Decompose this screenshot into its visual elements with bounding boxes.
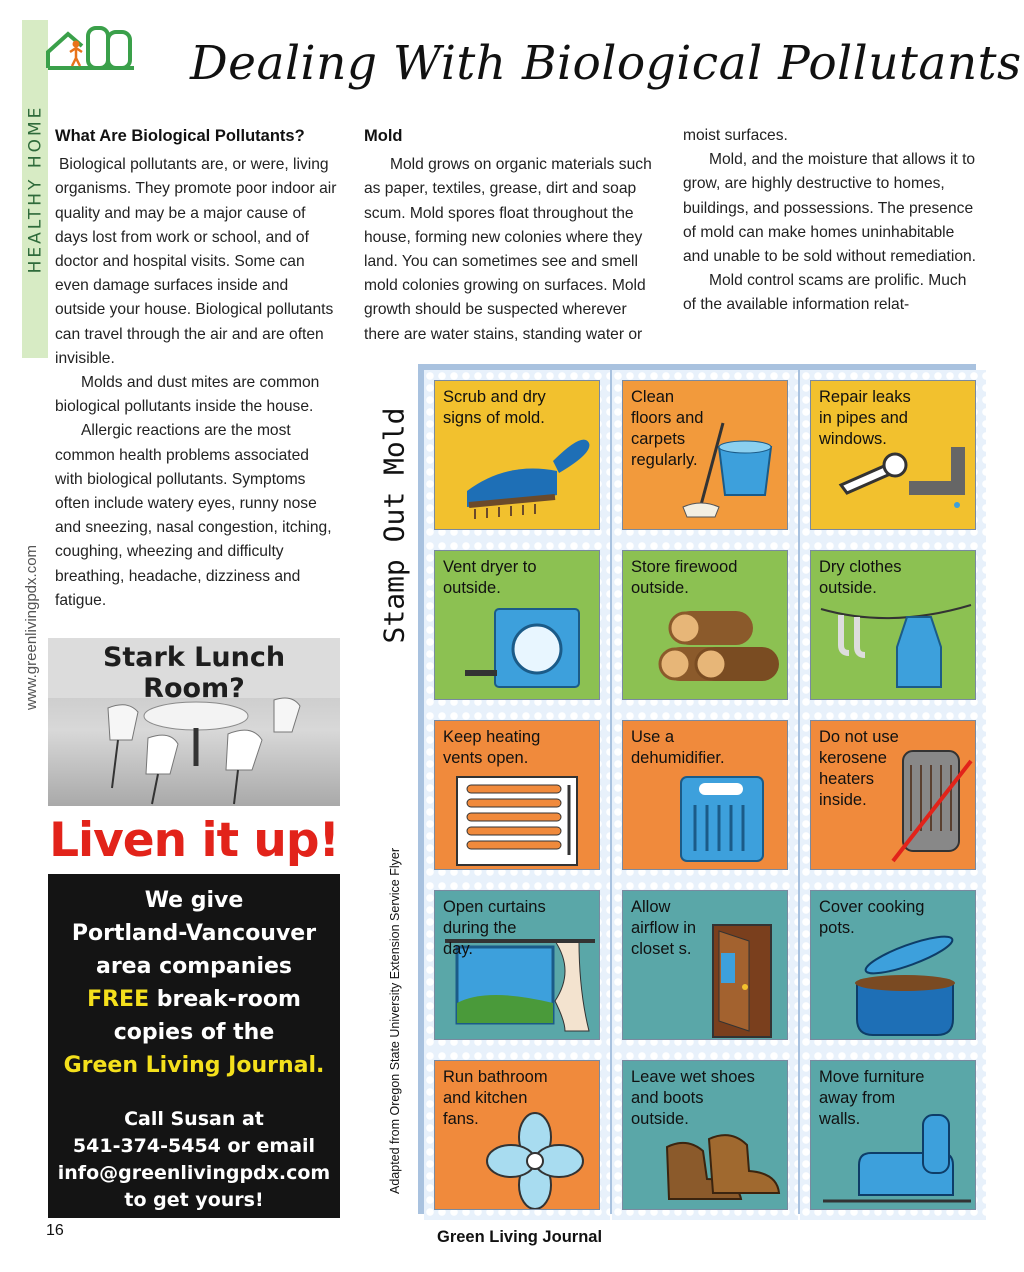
stamp-label: Clean floors and carpets regularly.	[631, 388, 704, 469]
paragraph: moist surfaces.	[683, 127, 788, 144]
stamp-card	[424, 540, 610, 710]
stamp-panel	[810, 1060, 976, 1210]
stamp-card	[612, 370, 798, 540]
stamp-panel	[810, 380, 976, 530]
stamp-panel	[810, 550, 976, 700]
stamp-panel	[434, 1060, 600, 1210]
ad-line-part: break-room	[156, 987, 301, 1012]
stamp-label: Keep heating vents open.	[443, 728, 541, 767]
column-3	[683, 124, 983, 318]
stamp-card	[800, 370, 986, 540]
footer-journal: Green Living Journal	[437, 1228, 603, 1246]
paragraph: Mold, and the moisture that allows it to grow, are highly destructive to homes, buildings, and possessions. The presence of mold can make homes uninhabitable and unable to be sold without remediation.	[683, 151, 977, 266]
ad-line: Portland-Vancouver	[71, 921, 317, 946]
stamp-panel	[622, 720, 788, 870]
lunch-room-photo	[48, 638, 340, 806]
stamp-label: Vent dryer to outside.	[443, 558, 537, 597]
paragraph: Allergic reactions are the most common health problems associated with biological pollutants. Symptoms often include watery eyes, runny nose and sneezing, nasal congestion, itching, coughing, wheezing and difficulty breathing, headache, dizziness and fatigue.	[55, 422, 332, 609]
ad-call: to get yours!	[124, 1189, 264, 1211]
ad-line	[48, 983, 340, 1016]
column-2	[364, 124, 664, 347]
stamp-panel	[434, 890, 600, 1040]
stamp-label: Dry clothes outside.	[819, 558, 902, 597]
stamp-card	[612, 1050, 798, 1220]
stamp-card	[800, 880, 986, 1050]
stamp-panel	[622, 380, 788, 530]
stamp-card	[612, 880, 798, 1050]
stamp-label: Allow airflow in closet s.	[631, 898, 697, 958]
stamp-panel	[434, 550, 600, 700]
section-heading: What Are Biological Pollutants?	[55, 127, 305, 145]
stamp-card	[800, 1050, 986, 1220]
ad-liven-text: Liven it up!	[48, 808, 340, 874]
stamp-card	[424, 880, 610, 1050]
stamp-label: Cover cooking pots.	[819, 898, 925, 937]
stamp-sheet	[418, 364, 976, 1214]
stamp-card	[612, 540, 798, 710]
paragraph: Molds and dust mites are common biological pollutants inside the house.	[55, 374, 320, 416]
section-heading: Mold	[364, 127, 403, 145]
site-url: www.greenlivingpdx.com	[23, 544, 41, 711]
stamp-label: Move furniture away from walls.	[819, 1068, 925, 1128]
stamp-label: Use a dehumidifier.	[631, 728, 725, 767]
stamp-card	[424, 710, 610, 880]
ad-line: copies of the	[113, 1020, 275, 1045]
stamp-label: Run bathroom and kitchen fans.	[443, 1068, 548, 1128]
paragraph: Mold grows on organic materials such as paper, textiles, grease, dirt and soap scum. Mold spores float throughout the house, forming new colonies where they land. You can sometimes see and smell mold colonies growing on surfaces. Mold growth should be suspected wherever there are water stains, standing water or	[364, 156, 652, 343]
stamp-label: Open curtains during the day.	[443, 898, 546, 958]
stamp-card	[424, 1050, 610, 1220]
ad-body	[48, 874, 340, 1218]
advertisement	[48, 638, 340, 1218]
stamp-label: Do not use kerosene heaters inside.	[819, 728, 899, 809]
section-label: HEALTHY HOME	[25, 104, 45, 274]
stamp-panel	[810, 890, 976, 1040]
stamp-heading: Stamp Out Mold	[377, 406, 411, 644]
stamp-card	[612, 710, 798, 880]
stamp-label: Leave wet shoes and boots outside.	[631, 1068, 755, 1128]
stamp-label: Scrub and dry signs of mold.	[443, 388, 546, 427]
stamp-panel	[622, 1060, 788, 1210]
paragraph: Biological pollutants are, or were, living organisms. They promote poor indoor air quality and may be a major cause of days lost from work or school, and of doctor and hospital visits. Some can even damage surfaces inside and outside your house. Biological pollutants can travel through the air and are often invisible.	[55, 156, 337, 367]
ad-headline: Stark Lunch Room?	[102, 642, 286, 704]
stamp-card	[800, 710, 986, 880]
healthy-home-logo-icon	[46, 22, 138, 72]
paragraph: Mold control scams are prolific. Much of the available information relat-	[683, 272, 967, 314]
stamp-card	[800, 540, 986, 710]
stamp-panel	[622, 890, 788, 1040]
ad-phone: 541-374-5454 or email	[72, 1135, 316, 1157]
stamp-panel	[810, 720, 976, 870]
ad-email: info@greenlivingpdx.com	[57, 1162, 331, 1184]
stamp-card	[424, 370, 610, 540]
stamp-panel	[622, 550, 788, 700]
image-credit: Adapted from Oregon State University Extension Service Flyer	[388, 848, 403, 1194]
ad-line: We give	[144, 888, 244, 913]
stamp-label: Repair leaks in pipes and windows.	[819, 388, 911, 448]
ad-free: FREE	[87, 987, 150, 1012]
ad-call: Call Susan at	[124, 1108, 264, 1130]
stamp-panel	[434, 380, 600, 530]
ad-line: area companies	[95, 954, 292, 979]
column-1	[55, 124, 340, 613]
stamp-panel	[434, 720, 600, 870]
stamp-label: Store firewood outside.	[631, 558, 738, 597]
page-number: 16	[46, 1222, 64, 1239]
ad-journal-name: Green Living Journal.	[63, 1053, 325, 1078]
page-title: Dealing With Biological Pollutants	[190, 36, 1022, 91]
